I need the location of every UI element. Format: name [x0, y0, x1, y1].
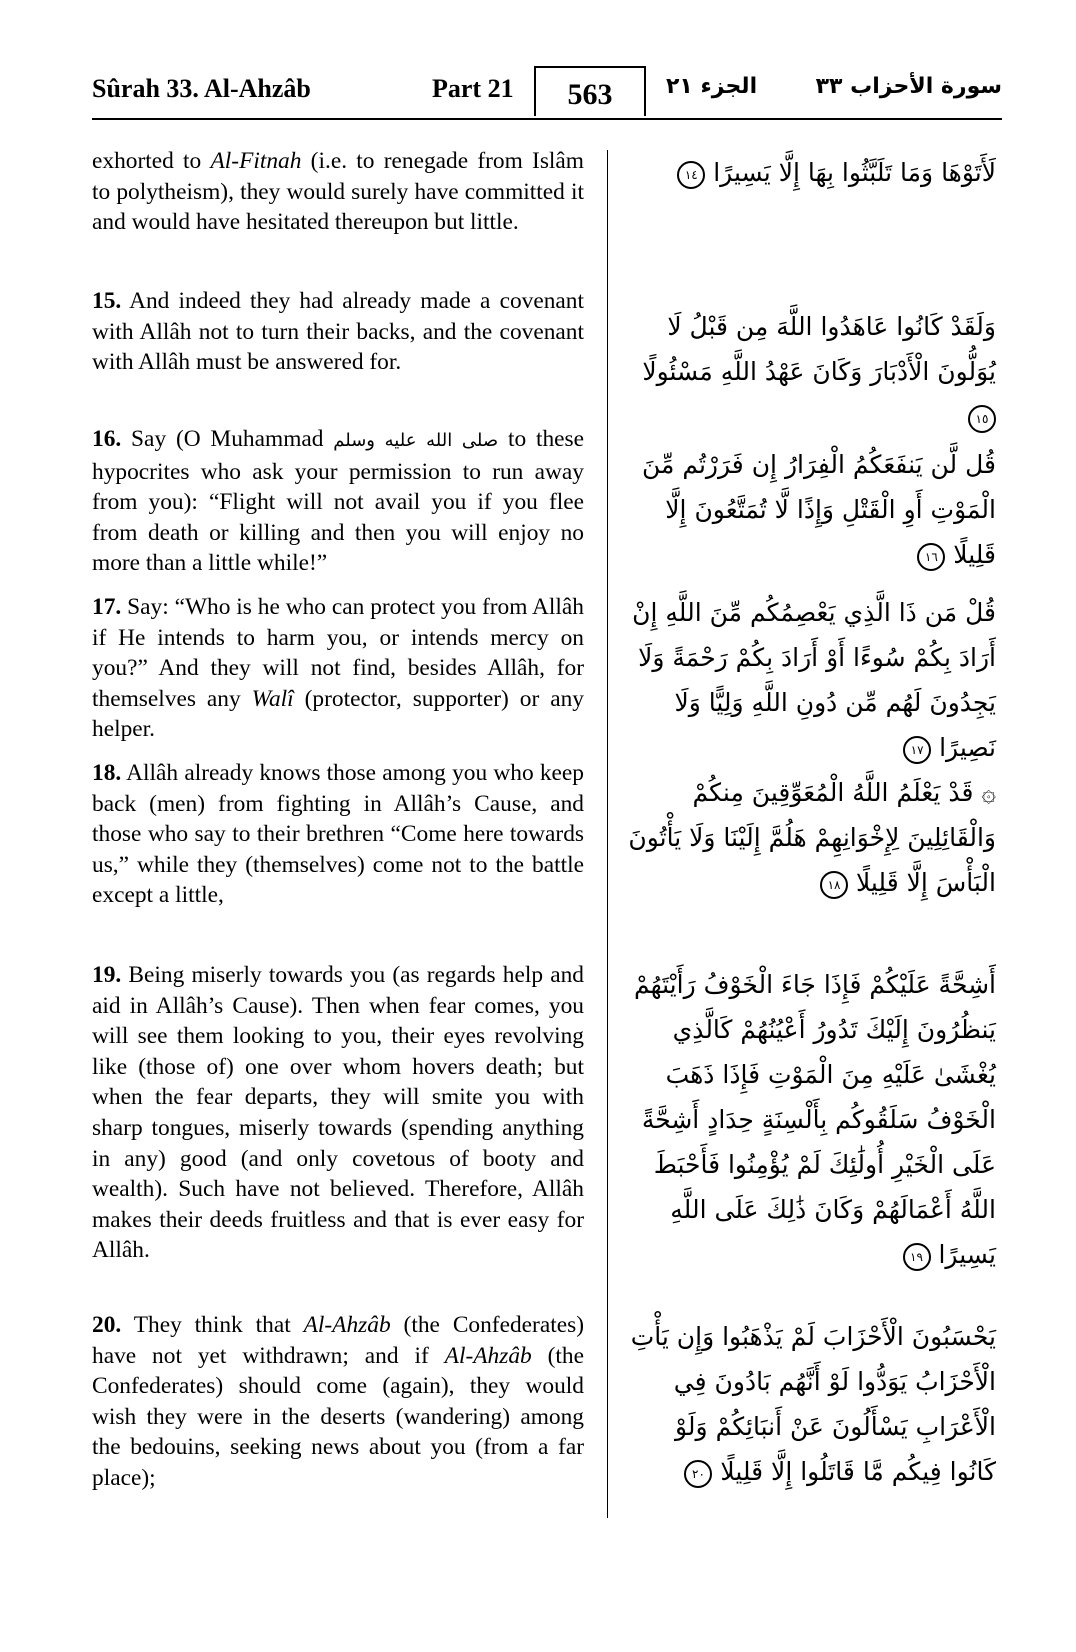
- verse-19-ar: [628, 962, 996, 1277]
- verse-15-en: [92, 286, 584, 378]
- verse-italic: Al-Fitnah: [210, 148, 302, 174]
- ayah-text: قُل لَّن يَنفَعَكُمُ الْفِرَارُ إِن فَرَرْتُم مِّنَ الْمَوْتِ أَوِ الْقَتْلِ وَإِذًا لَّا تُمَتَّعُونَ إِلَّا قَلِيلًا: [641, 450, 996, 569]
- verse-14-ar: [628, 150, 996, 195]
- verse-16-ar: [628, 442, 996, 577]
- verse-number: 19.: [92, 962, 122, 988]
- part-label-ar: الجزء ٢١: [666, 74, 758, 99]
- verse-text: Allâh already knows those among you who keep back (men) from fighting in Allâh’s Cause, and those who say to their brethren “Come here towards us,” while they (themselves) come not to the battle except a little,: [92, 760, 584, 909]
- verse-text: And indeed they had already made a covenant with Allâh not to turn their backs, and the covenant with Allâh must be answered for.: [92, 288, 584, 376]
- verse-15-ar: [628, 304, 996, 439]
- ayah-end-marker: ١٦: [917, 543, 945, 571]
- ayah-end-marker: ١٨: [820, 871, 848, 899]
- verse-italic: Al-Ahzâb: [444, 1342, 532, 1369]
- header-rule: [92, 118, 1002, 120]
- verse-number: 16.: [92, 426, 122, 452]
- ayah-end-marker: ١٥: [968, 405, 996, 433]
- verse-italic: Al-Ahzâb: [303, 1312, 391, 1338]
- verse-text: Being miserly towards you (as regards help and aid in Allâh’s Cause). Then when fear comes, you will see them looking to you, their eyes revolving like (those of) one over whom hovers death; but when the fear departs, they will smite you with sharp tongues, miserly towards (spending anything in any) good (and only covetous of booty and wealth). Such have not believed. Therefore, Allâh makes their deeds fruitless and that is ever easy for Allâh.: [92, 962, 584, 1264]
- verse-number: 17.: [92, 594, 122, 620]
- verse-number: 18.: [92, 760, 122, 786]
- verse-italic: Walî: [251, 685, 294, 712]
- verse-number: 15.: [92, 288, 122, 314]
- verse-text: (the Confederates) should come (again), they would wish they were in the deserts (wandering) among the bedouins, seeking news about you (from a far place);: [92, 1342, 584, 1491]
- ayah-text: لَأَتَوْهَا وَمَا تَلَبَّثُوا بِهَا إِلَّا يَسِيرًا: [713, 158, 996, 187]
- verse-text: They think that: [121, 1312, 304, 1338]
- verse-text: (protector, supporter) or any helper.: [92, 685, 584, 743]
- verse-text: Say: “Who is he who can protect you from Allâh if He intends to harm you, or intends mercy on you?” And they will not find, besides Allâh, for themselves any: [92, 594, 584, 712]
- surah-title-ar: سورة الأحزاب ٣٣: [815, 74, 1002, 99]
- page-header: [92, 68, 1002, 120]
- page-number: 563: [567, 78, 613, 111]
- ayah-text: قُلْ مَن ذَا الَّذِي يَعْصِمُكُم مِّنَ اللَّهِ إِنْ أَرَادَ بِكُمْ سُوءًا أَوْ أَرَادَ بِكُمْ رَحْمَةً وَلَا يَجِدُونَ لَهُم مِّن دُونِ اللَّهِ وَلِيًّا وَلَا نَصِيرًا: [632, 598, 996, 762]
- verse-20-ar: [628, 1314, 996, 1494]
- page-number-box: [534, 66, 646, 116]
- verse-text: (i.e. to renegade from Islâm to polytheism), they would surely have committed it and would have hesitated thereupon but little.: [92, 148, 584, 236]
- verse-text: to these hypocrites who ask your permission to run away from you): “Flight will not avail you if you flee from death or killing and then you will enjoy no more than a little while!”: [92, 426, 585, 577]
- ayah-end-marker: ١٩: [903, 1243, 931, 1271]
- verse-14-en: [92, 146, 584, 238]
- ayah-text: يَحْسَبُونَ الْأَحْزَابَ لَمْ يَذْهَبُوا وَإِن يَأْتِ الْأَحْزَابُ يَوَدُّوا لَوْ أَنَّهُم بَادُونَ فِي الْأَعْرَابِ يَسْأَلُونَ عَنْ أَنبَائِكُمْ وَلَوْ كَانُوا فِيكُم مَّا قَاتَلُوا إِلَّا قَلِيلًا: [630, 1322, 996, 1486]
- ayah-text: وَلَقَدْ كَانُوا عَاهَدُوا اللَّهَ مِن قَبْلُ لَا يُوَلُّونَ الْأَدْبَارَ وَكَانَ عَهْدُ اللَّهِ مَسْئُولًا: [642, 312, 996, 386]
- verse-20-en: [92, 1310, 584, 1494]
- verse-18-en: [92, 758, 584, 911]
- verse-text: exhorted to: [92, 148, 211, 174]
- part-label-en: Part 21: [432, 74, 514, 103]
- verse-number: 20.: [92, 1312, 122, 1338]
- verse-17-en: [92, 592, 584, 745]
- column-divider: [607, 150, 608, 1518]
- surah-title-en: Sûrah 33. Al-Ahzâb: [92, 74, 311, 103]
- verse-17-ar: [628, 590, 996, 770]
- ayah-end-marker: ١٧: [903, 736, 931, 764]
- ayah-end-marker: ١٤: [677, 161, 705, 189]
- verse-18-ar: [628, 770, 996, 905]
- verse-text: (the Confederates) have not yet withdrawn; and if: [92, 1312, 584, 1369]
- verse-19-en: [92, 960, 584, 1266]
- ayah-text: ۞ قَدْ يَعْلَمُ اللَّهُ الْمُعَوِّقِينَ مِنكُمْ وَالْقَائِلِينَ لِإِخْوَانِهِمْ هَلُمَّ إِلَيْنَا وَلَا يَأْتُونَ الْبَأْسَ إِلَّا قَلِيلًا: [628, 778, 996, 897]
- ayah-text: أَشِحَّةً عَلَيْكُمْ فَإِذَا جَاءَ الْخَوْفُ رَأَيْتَهُمْ يَنظُرُونَ إِلَيْكَ تَدُورُ أَعْيُنُهُمْ كَالَّذِي يُغْشَىٰ عَلَيْهِ مِنَ الْمَوْتِ فَإِذَا ذَهَبَ الْخَوْفُ سَلَقُوكُم بِأَلْسِنَةٍ حِدَادٍ أَشِحَّةً عَلَى الْخَيْرِ أُولَٰئِكَ لَمْ يُؤْمِنُوا فَأَحْبَطَ اللَّهُ أَعْمَالَهُمْ وَكَانَ ذَٰلِكَ عَلَى اللَّهِ يَسِيرًا: [633, 970, 996, 1269]
- verse-text: Say (O Muhammad: [121, 426, 334, 452]
- verse-16-en: [92, 424, 584, 579]
- ayah-end-marker: ٢٠: [684, 1460, 712, 1488]
- salawat-inline-ar: صلى الله عليه وسلم: [333, 430, 499, 451]
